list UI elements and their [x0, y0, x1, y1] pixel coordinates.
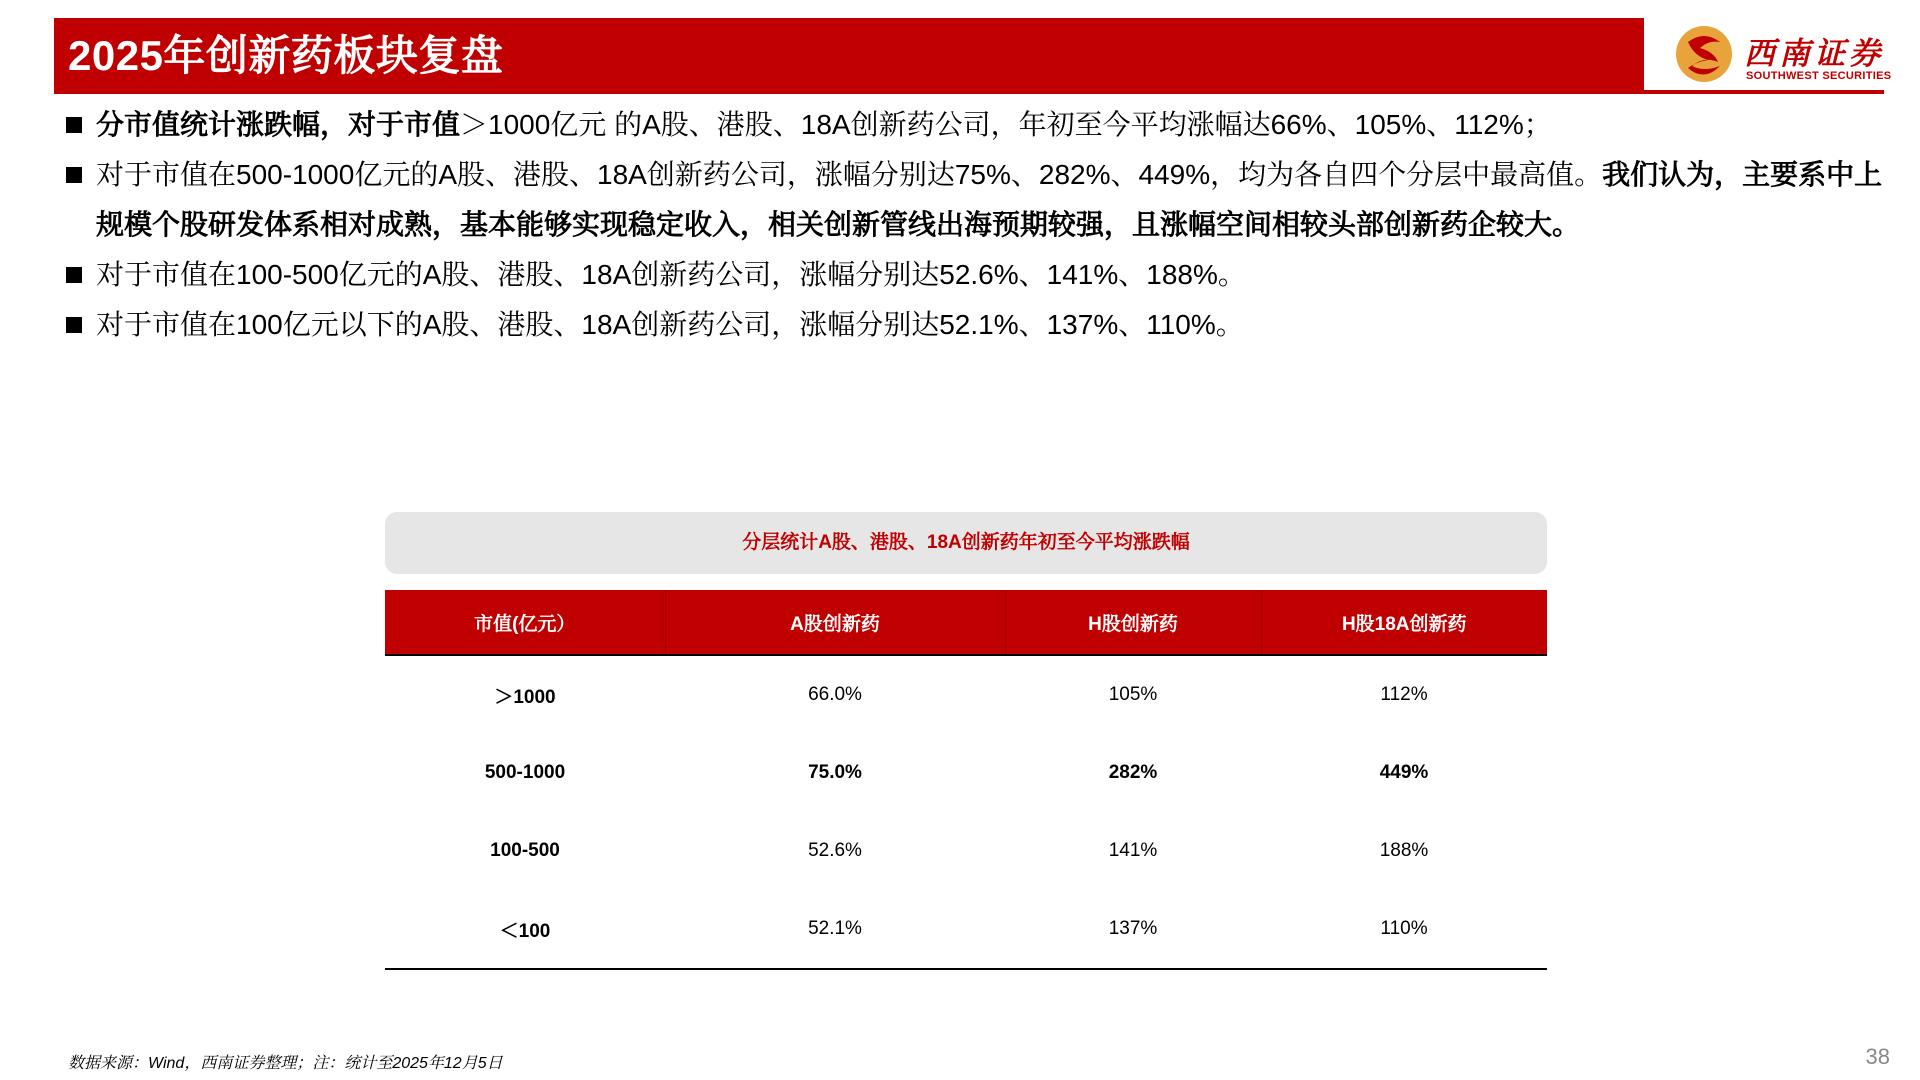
table-cell: 110% — [1261, 890, 1547, 969]
title-bar — [54, 18, 1644, 94]
bullet-square-icon — [66, 167, 82, 183]
table-cell: 282% — [1108, 762, 1158, 783]
table-cell: 100-500 — [490, 840, 560, 861]
bullet-list — [66, 100, 1896, 350]
table-cell: ＜100 — [385, 890, 665, 969]
table-cell: 66.0% — [808, 684, 862, 705]
company-logo — [1660, 18, 1892, 90]
bullet-text: 对于市值在100-500亿元的A股、港股、18A创新药公司，涨幅分别达52.6%、141%、188%。 — [96, 259, 1246, 290]
returns-table — [385, 590, 1547, 970]
table-cell: 105% — [1108, 684, 1158, 705]
table-cell: 449% — [1379, 762, 1429, 783]
bullet-square-icon — [66, 117, 82, 133]
column-header: H股18A创新药 — [1261, 590, 1547, 655]
column-header: 市值(亿元） — [385, 590, 665, 655]
title-rule — [54, 90, 1884, 94]
bullet-item — [66, 250, 1896, 300]
bullet-item — [66, 150, 1896, 250]
source-note: 数据来源：Wind，西南证券整理；注：统计至2025年12月5日 — [68, 1055, 503, 1072]
bullet-square-icon — [66, 317, 82, 333]
column-header: H股创新药 — [1005, 590, 1261, 655]
bullet-lead: 分市值统计涨跌幅，对于市值 — [96, 109, 461, 140]
bullet-square-icon — [66, 267, 82, 283]
table-cell: ＞1000 — [494, 686, 556, 708]
logo-chinese-name: 西南证券 — [1744, 36, 1884, 72]
bullet-text: ＞1000亿元 的A股、港股、18A创新药公司，年初至今平均涨幅达66%、105%、112%； — [460, 109, 1552, 140]
table-header-row — [385, 590, 1547, 655]
table-cell: 75.0% — [808, 762, 862, 783]
table-cell: 188% — [1379, 840, 1429, 861]
bullet-item — [66, 100, 1896, 150]
column-header: A股创新药 — [665, 590, 1005, 655]
page-number: 38 — [1865, 1044, 1890, 1069]
bullet-conclusion: 我们认为，主要系中上规模个股研发体系相对成熟，基本能够实现稳定收入，相关创新管线出海预期较强，且涨幅空间相较头部创新药企较大。 — [96, 159, 1883, 240]
table-cell: 52.1% — [665, 890, 1005, 969]
bullet-item — [66, 300, 1896, 350]
table-row — [385, 655, 1547, 734]
table-row — [385, 812, 1547, 890]
table-cell: 112% — [1380, 684, 1428, 705]
table-cell: 137% — [1005, 890, 1261, 969]
logo-english-name: SOUTHWEST SECURITIES — [1746, 70, 1892, 82]
page-title: 2025年创新药板块复盘 — [68, 32, 504, 79]
table-cell: 141% — [1108, 840, 1158, 861]
table-cell: 500-1000 — [484, 762, 566, 783]
table-row — [385, 890, 1547, 969]
table-caption: 分层统计A股、港股、18A创新药年初至今平均涨跌幅 — [385, 512, 1547, 574]
bullet-text: 对于市值在100亿元以下的A股、港股、18A创新药公司，涨幅分别达52.1%、137%、110%。 — [96, 309, 1244, 340]
table-row — [385, 734, 1547, 812]
bullet-text: 对于市值在500-1000亿元的A股、港股、18A创新药公司，涨幅分别达75%、282%、449%，均为各自四个分层中最高值。 — [96, 159, 1603, 190]
logo-mark-icon — [1674, 22, 1734, 86]
table-cell: 52.6% — [808, 840, 862, 861]
